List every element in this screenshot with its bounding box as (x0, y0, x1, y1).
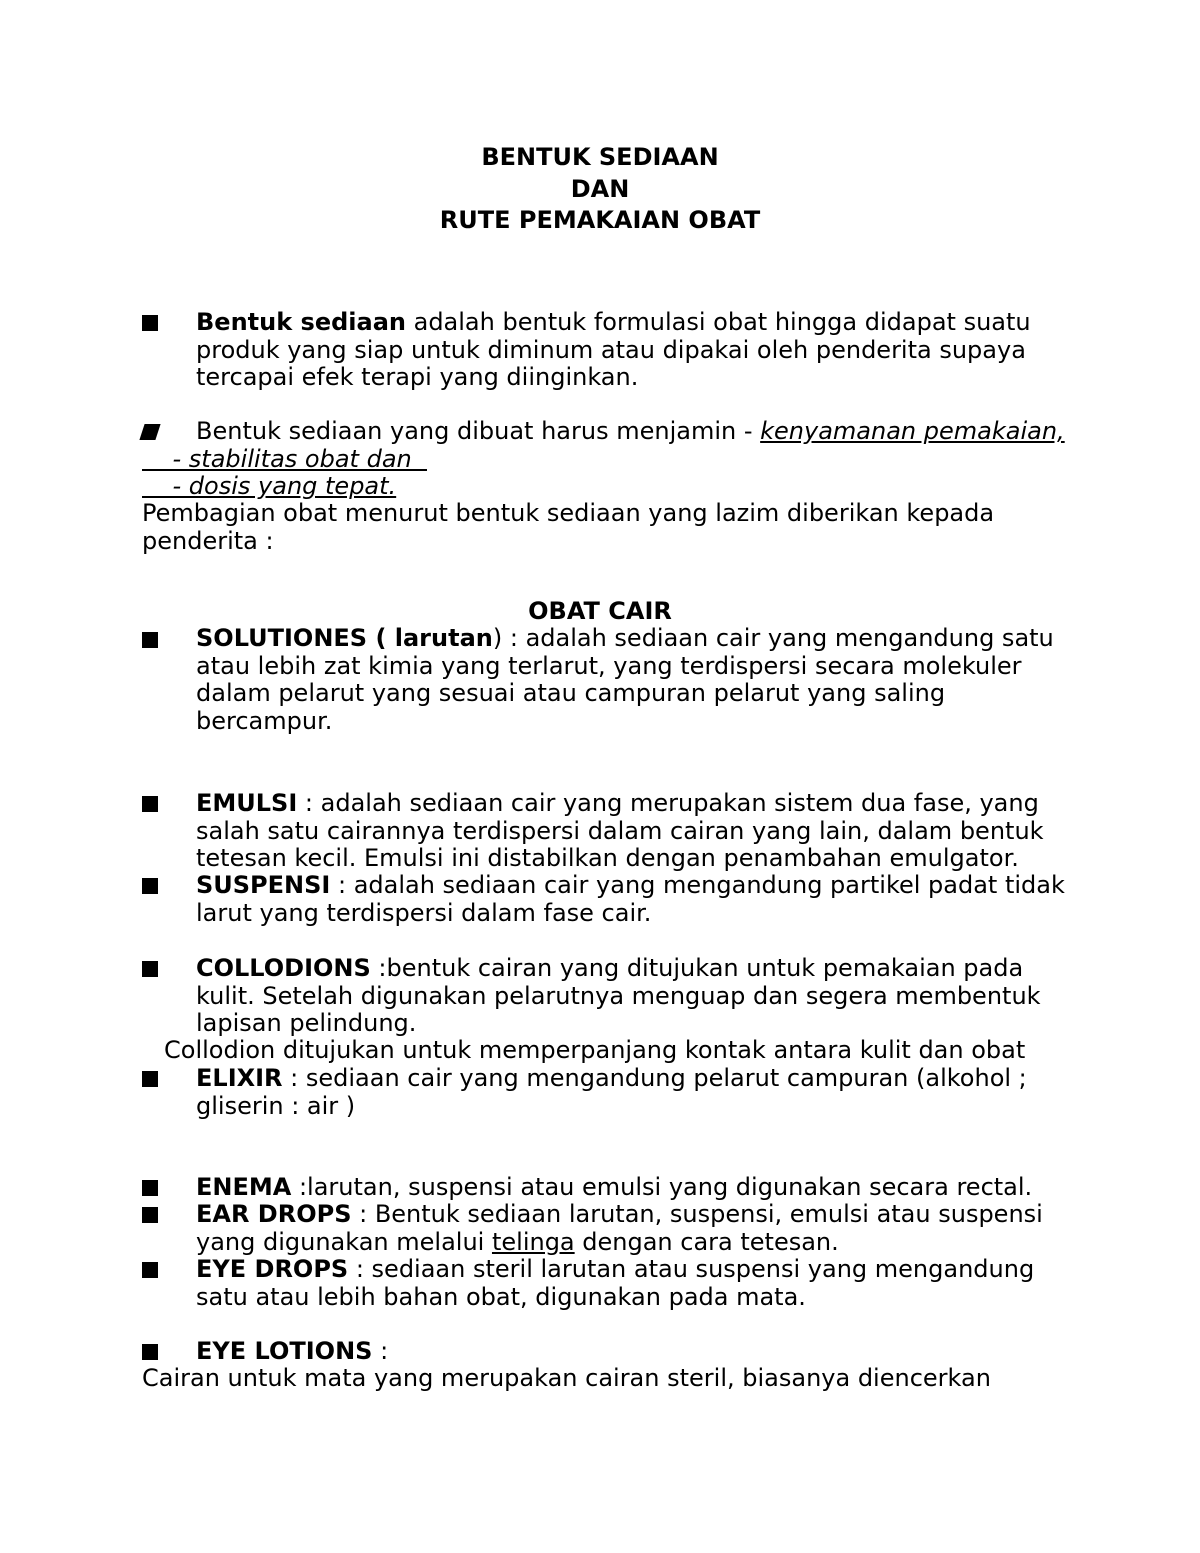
bullet-icon (142, 961, 158, 977)
item-term: COLLODIONS (196, 954, 371, 982)
list-item-eye-lotions (196, 1338, 1066, 1366)
item-term: ENEMA (196, 1173, 292, 1201)
item-text: lapisan pelindung. (196, 1009, 417, 1037)
list-item-suspensi (196, 872, 1066, 927)
item-text: yang digunakan melalui (196, 1227, 492, 1256)
doc-title-line-3: RUTE PEMAKAIAN OBAT (439, 206, 761, 234)
item-term: SOLUTIONES ( larutan (196, 624, 493, 652)
bullet-icon (142, 315, 158, 331)
bullet-icon (142, 1180, 158, 1196)
collodion-note: Collodion ditujukan untuk memperpanjang kontak antara kulit dan obat (164, 1036, 1026, 1064)
doc-title-line-2: DAN (570, 175, 630, 203)
item-text: ) : adalah sediaan cair yang mengandung satu (492, 624, 1054, 652)
requirement-item: kenyamanan pemakaian, (760, 417, 1065, 445)
bullet-icon (139, 424, 160, 440)
list-item-solutiones (196, 625, 1066, 735)
definition-text: adalah bentuk formulasi obat hingga didapat suatu (405, 308, 1031, 336)
list-item-emulsi (196, 790, 1066, 873)
list-item-elixir (196, 1065, 1066, 1120)
item-text: : sediaan steril larutan atau suspensi yang mengandung (348, 1255, 1035, 1283)
list-item-ear-drops (196, 1201, 1066, 1256)
bullet-icon (142, 1344, 158, 1360)
bullet-icon (142, 796, 158, 812)
list-item-collodions (196, 955, 1066, 1038)
bullet-icon (142, 1071, 158, 1087)
item-text: salah satu cairannya terdispersi dalam cairan yang lain, dalam bentuk (196, 816, 1044, 845)
bullet-icon (142, 1262, 158, 1278)
item-term: ELIXIR (196, 1064, 283, 1092)
item-text: kulit. Setelah digunakan pelarutnya menguap dan segera membentuk (196, 981, 1041, 1010)
requirement-paragraph (196, 418, 1066, 446)
item-text: : adalah sediaan cair yang mengandung partikel padat tidak (330, 871, 1065, 899)
item-term: SUSPENSI (196, 871, 331, 899)
item-text: larut yang terdispersi dalam fase cair. (196, 898, 652, 927)
eye-lotions-description: Cairan untuk mata yang merupakan cairan steril, biasanya diencerkan (142, 1364, 991, 1392)
item-text: : adalah sediaan cair yang merupakan sistem dua fase, yang (297, 789, 1039, 817)
list-item-eye-drops (196, 1256, 1066, 1311)
definition-term: Bentuk sediaan (196, 308, 406, 336)
item-text: atau lebih zat kimia yang terlarut, yang terdispersi secara molekuler (196, 651, 1022, 680)
item-text: dengan cara tetesan. (574, 1227, 839, 1256)
item-text: : Bentuk sediaan larutan, suspensi, emulsi atau suspensi (351, 1200, 1043, 1228)
bullet-icon (142, 878, 158, 894)
pembagian-paragraph (142, 500, 1052, 555)
list-item-enema (196, 1174, 1066, 1202)
pembagian-text: penderita : (142, 526, 274, 555)
pembagian-text: Pembagian obat menurut bentuk sediaan yang lazim diberikan kepada (142, 499, 995, 527)
item-text: : sediaan cair yang mengandung pelarut campuran (alkohol ; (282, 1064, 1027, 1092)
item-text: :larutan, suspensi atau emulsi yang digunakan secara rectal. (291, 1173, 1033, 1201)
requirement-text: Bentuk sediaan yang dibuat harus menjamin - (196, 417, 761, 445)
bullet-icon (142, 632, 158, 648)
item-text: dalam pelarut yang sesuai atau campuran pelarut yang saling (196, 679, 946, 707)
item-text: bercampur. (196, 706, 333, 735)
definition-text: produk yang siap untuk diminum atau dipakai oleh penderita supaya (196, 335, 1026, 364)
definition-text: tercapai efek terapi yang diinginkan. (196, 363, 639, 391)
item-text: : (372, 1337, 389, 1365)
item-text: tetesan kecil. Emulsi ini distabilkan dengan penambahan emulgator. (196, 844, 1019, 872)
bullet-icon (142, 1207, 158, 1223)
item-text: gliserin : air ) (196, 1091, 356, 1120)
item-term: EAR DROPS (196, 1200, 352, 1228)
item-text: satu atau lebih bahan obat, digunakan pada mata. (196, 1282, 806, 1311)
item-underlined-word: telinga (491, 1227, 575, 1256)
item-term: EMULSI (196, 789, 298, 817)
section-heading: OBAT CAIR (528, 597, 672, 625)
item-term: EYE DROPS (196, 1255, 349, 1283)
item-term: EYE LOTIONS (196, 1337, 373, 1365)
doc-title-line-1: BENTUK SEDIAAN (481, 143, 719, 171)
requirement-item: - dosis yang tepat. (142, 472, 397, 500)
requirement-item: - stabilitas obat dan (142, 445, 427, 473)
definition-paragraph (196, 309, 1066, 392)
item-text: :bentuk cairan yang ditujukan untuk pemakaian pada (370, 954, 1024, 982)
